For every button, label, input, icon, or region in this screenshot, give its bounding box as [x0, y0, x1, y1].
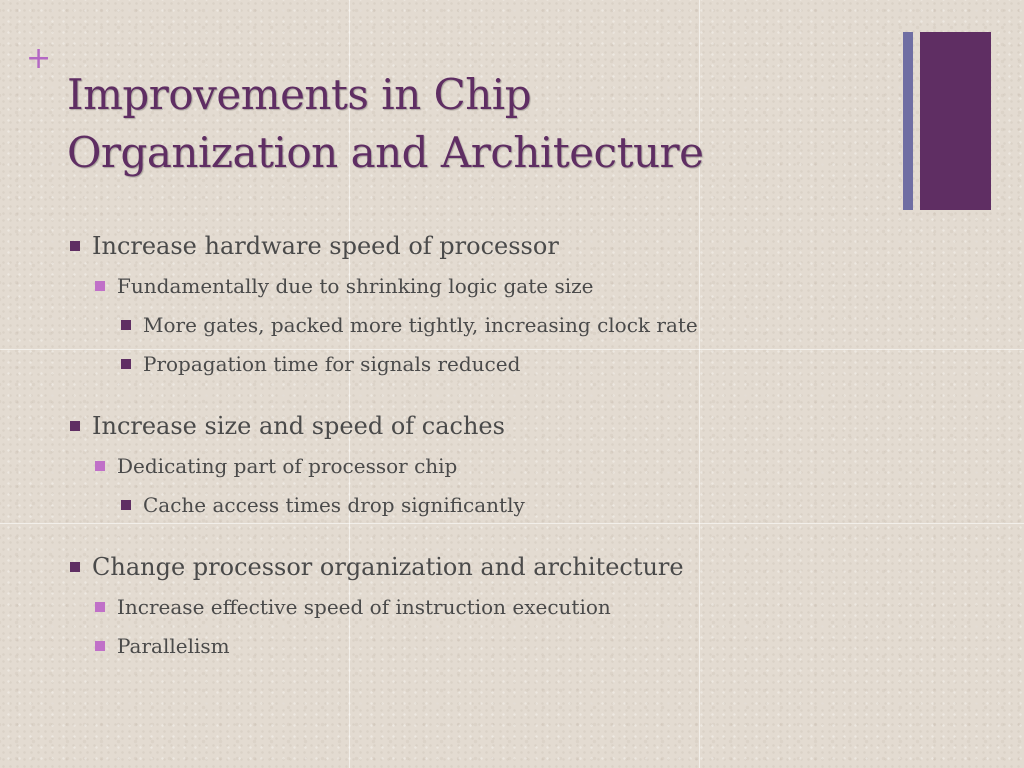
bullet-text: Parallelism: [117, 634, 230, 658]
bullet-level1: [92, 411, 505, 441]
bullet-text: Increase size and speed of caches: [92, 412, 505, 440]
bullet-level3: [143, 312, 698, 338]
bullet-text: Cache access times drop significantly: [143, 493, 525, 517]
square-bullet-icon: [95, 602, 105, 612]
square-bullet-icon: [95, 281, 105, 291]
bullet-text: Increase hardware speed of processor: [92, 232, 559, 260]
square-bullet-icon: [121, 359, 131, 369]
bullet-text: Fundamentally due to shrinking logic gate size: [117, 274, 594, 298]
bullet-level3: [143, 492, 525, 518]
bullet-level2: [117, 633, 230, 659]
square-bullet-icon: [121, 320, 131, 330]
square-bullet-icon: [70, 562, 80, 572]
title-line-2: Organization and Architecture: [67, 128, 704, 177]
square-bullet-icon: [121, 500, 131, 510]
square-bullet-icon: [70, 421, 80, 431]
square-bullet-icon: [70, 241, 80, 251]
bullet-level2: [117, 594, 611, 620]
title-line-1: Improvements in Chip: [67, 70, 532, 119]
bullet-text: Increase effective speed of instruction execution: [117, 595, 611, 619]
bullet-level1: [92, 231, 559, 261]
bullet-text: Propagation time for signals reduced: [143, 352, 521, 376]
square-bullet-icon: [95, 461, 105, 471]
bullet-level2: [117, 273, 594, 299]
bullet-level3: [143, 351, 520, 377]
bullet-text: More gates, packed more tightly, increasing clock rate: [143, 313, 698, 337]
plus-icon: +: [26, 41, 52, 76]
bullet-level1: [92, 552, 684, 582]
bullet-level2: [117, 453, 457, 479]
square-bullet-icon: [95, 641, 105, 651]
bullet-text: Change processor organization and architecture: [92, 553, 684, 581]
bullet-text: Dedicating part of processor chip: [117, 454, 458, 478]
